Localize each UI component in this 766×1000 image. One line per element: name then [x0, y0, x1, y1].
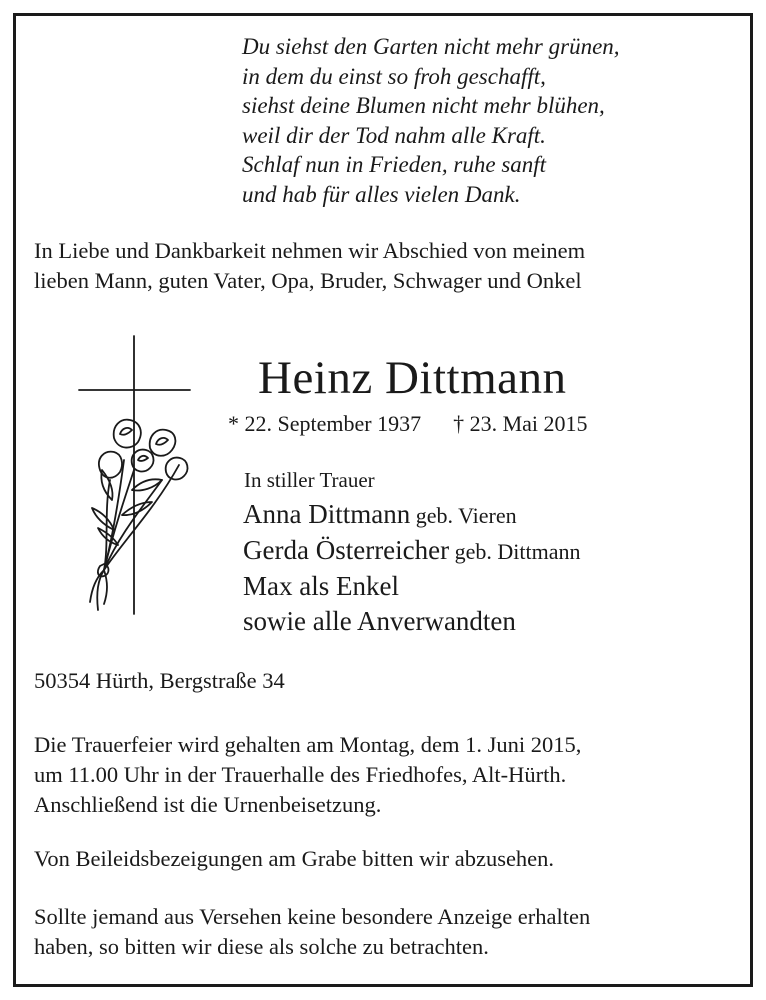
deceased-name: Heinz Dittmann — [258, 352, 567, 404]
poem-line: und hab für alles vielen Dank. — [242, 181, 521, 207]
mourner-name: sowie alle Anverwandten — [243, 606, 516, 636]
birth-date: * 22. September 1937 — [228, 411, 422, 436]
mourner-maiden-name: geb. Vieren — [410, 503, 517, 528]
ceremony-line: Anschließend ist die Urnenbeisetzung. — [34, 792, 382, 817]
closing-notice — [34, 902, 590, 962]
poem-line: in dem du einst so froh geschafft, — [242, 63, 546, 89]
notice-line: Sollte jemand aus Versehen keine besondere Anzeige erhalten — [34, 904, 591, 929]
life-dates — [228, 410, 588, 438]
farewell-intro — [34, 236, 585, 296]
address: 50354 Hürth, Bergstraße 34 — [34, 668, 285, 693]
mourners-list — [243, 497, 581, 639]
cross-with-roses-icon — [74, 330, 199, 620]
ceremony-line: um 11.00 Uhr in der Trauerhalle des Friedhofes, Alt-Hürth. — [34, 762, 567, 787]
mourner-name: Gerda Österreicher — [243, 535, 450, 565]
poem-line: Du siehst den Garten nicht mehr grünen, — [242, 34, 620, 59]
ceremony-info — [34, 730, 581, 820]
poem-line: siehst deine Blumen nicht mehr blühen, — [242, 93, 605, 118]
mourner-maiden-name: geb. Dittmann — [449, 539, 581, 564]
ceremony-line: Die Trauerfeier wird gehalten am Montag, dem 1. Juni 2015, — [34, 732, 582, 757]
condolence-note: Von Beileidsbezeigungen am Grabe bitten wir abzusehen. — [34, 846, 555, 871]
mourner-name: Max als Enkel — [243, 571, 399, 601]
mourner-entry — [243, 604, 581, 639]
intro-line: In Liebe und Dankbarkeit nehmen wir Abschied von meinem — [34, 238, 586, 263]
mourner-name: Anna Dittmann — [243, 499, 411, 529]
poem — [242, 32, 620, 209]
death-date: † 23. Mai 2015 — [453, 411, 588, 436]
notice-line: haben, so bitten wir diese als solche zu betrachten. — [34, 934, 489, 959]
mourner-entry — [243, 569, 581, 604]
mourning-label: In stiller Trauer — [244, 468, 375, 492]
mourner-entry — [243, 533, 581, 569]
mourner-entry — [243, 497, 581, 533]
poem-line: weil dir der Tod nahm alle Kraft. — [242, 122, 546, 148]
poem-line: Schlaf nun in Frieden, ruhe sanft — [242, 152, 547, 177]
intro-line: lieben Mann, guten Vater, Opa, Bruder, Schwager und Onkel — [34, 268, 582, 293]
